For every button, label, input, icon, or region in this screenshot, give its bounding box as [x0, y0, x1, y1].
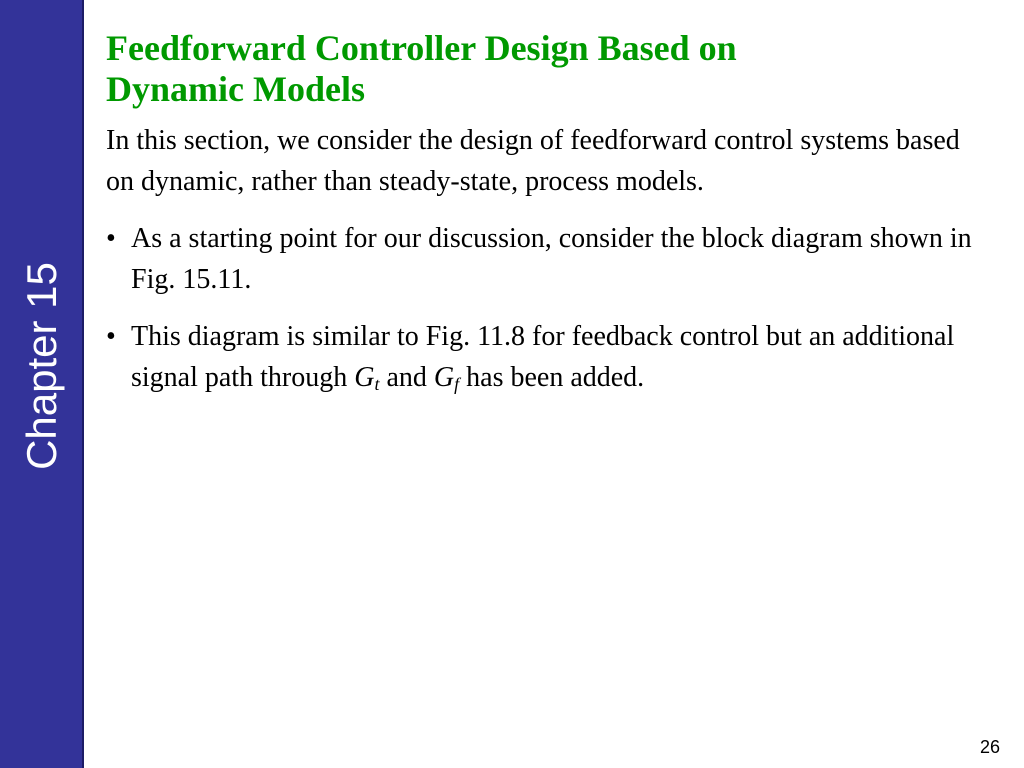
slide-title — [106, 28, 986, 110]
variable-g-f-subscript: f — [454, 374, 460, 394]
variable-g-f-base: G — [433, 362, 455, 393]
bullet-list — [106, 218, 986, 398]
variable-g-t-base: G — [354, 362, 375, 393]
variable-g-t-subscript: t — [374, 374, 380, 394]
slide-content — [106, 28, 986, 398]
page-number: 26 — [979, 737, 1000, 757]
variable-g-t — [354, 362, 379, 393]
variable-g-f — [434, 362, 459, 393]
bullet-text-2-before: This diagram is similar to Fig. 11.8 for feedback control but an additional signal path through — [131, 321, 955, 393]
bullet-text-1: As a starting point for our discussion, consider the block diagram shown in Fig. 15.11. — [131, 223, 972, 295]
chapter-sidebar — [0, 0, 84, 768]
slide-title-line-2: Dynamic Models — [106, 69, 365, 109]
chapter-label: Chapter 15 — [18, 262, 65, 470]
bullet-icon: • — [106, 321, 116, 352]
bullet-text-2-after: has been added. — [459, 362, 645, 393]
slide-title-line-1: Feedforward Controller Design Based on — [106, 28, 737, 68]
bullet-icon: • — [106, 223, 116, 254]
bullet-item-1 — [106, 218, 981, 300]
bullet-text-2-middle: and — [379, 362, 434, 393]
intro-paragraph: In this section, we consider the design of feedforward control systems based on dynamic, rather than steady-state, process models. — [106, 125, 960, 197]
bullet-item-2 — [106, 316, 981, 398]
